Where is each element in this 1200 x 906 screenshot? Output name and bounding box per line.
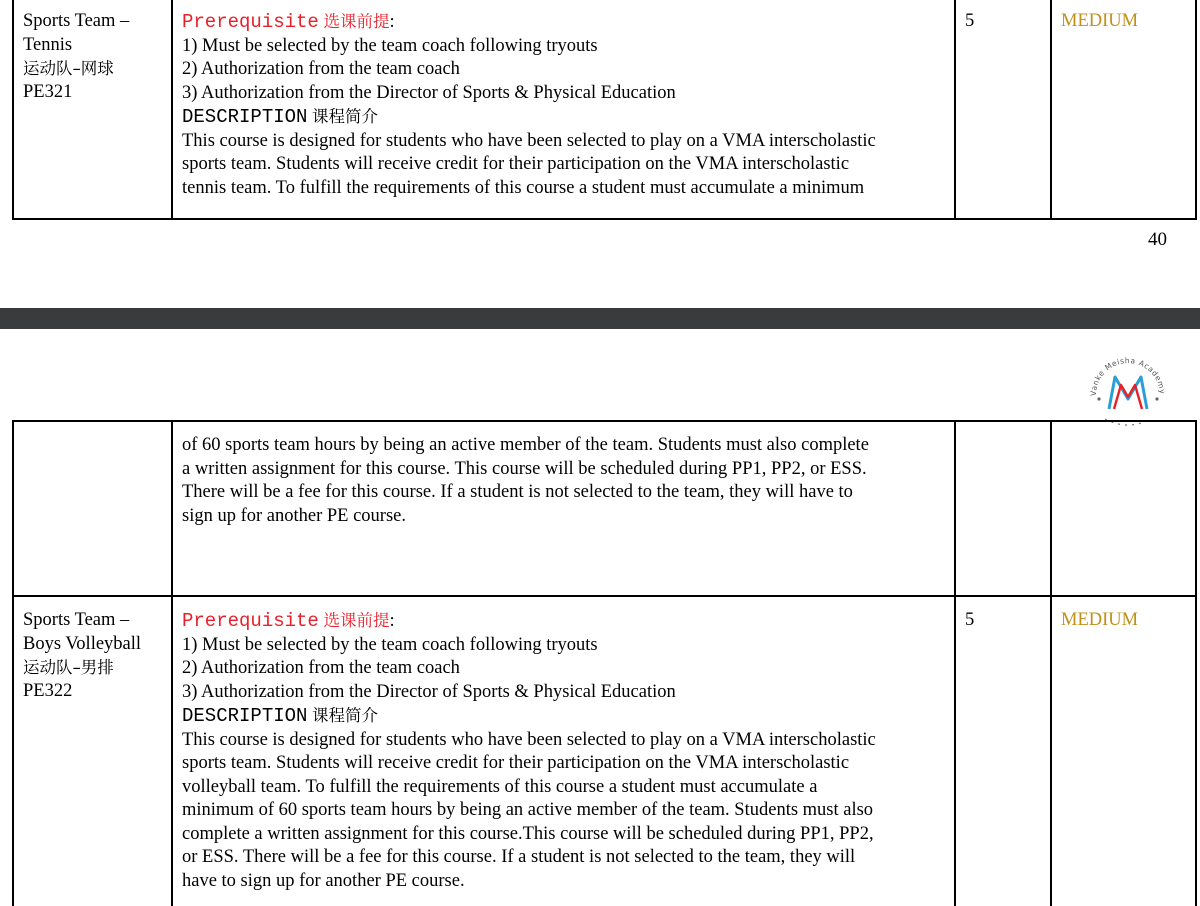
logo-ring-text: Vanke Meisha Academy	[1088, 356, 1168, 397]
description-line-1: This course is designed for students who have been selected to play on a VMA interscholastic	[182, 729, 876, 750]
credits-cell	[955, 596, 1051, 906]
description-label: DESCRIPTION	[182, 705, 308, 727]
course-title-line-2: Tennis	[23, 34, 73, 55]
table-row	[13, 0, 1196, 219]
prerequisite-item-3: 3) Authorization from the Director of Sports & Physical Education	[182, 681, 676, 702]
prerequisite-colon: :	[389, 12, 395, 32]
prerequisite-heading	[182, 609, 945, 634]
continuation-line-2: a written assignment for this course. This course will be scheduled during PP1, PP2, or ESS.	[182, 458, 867, 479]
document-page-bottom	[0, 329, 1200, 906]
table-row	[13, 596, 1196, 906]
course-description-cell	[172, 421, 955, 596]
table-row	[13, 421, 1196, 596]
course-description-cell	[172, 0, 955, 219]
prerequisite-item-1: 1) Must be selected by the team coach following tryouts	[182, 634, 598, 655]
description-heading	[182, 105, 945, 130]
course-name-cell	[13, 0, 172, 219]
level-value: MEDIUM	[1061, 11, 1139, 31]
course-table-top	[12, 0, 1197, 220]
course-title-cjk: 运动队–男排	[23, 658, 114, 677]
course-table-bottom	[12, 420, 1197, 906]
prerequisite-colon: :	[389, 611, 395, 631]
continuation-line-1: of 60 sports team hours by being an active member of the team. Students must also complete	[182, 435, 869, 455]
level-cell	[1051, 596, 1196, 906]
prerequisite-label: Prerequisite	[182, 610, 319, 632]
description-heading	[182, 704, 945, 729]
prerequisite-item-2: 2) Authorization from the team coach	[182, 658, 460, 678]
description-line-3: tennis team. To fulfill the requirements of this course a student must accumulate a minimum	[182, 177, 865, 198]
course-title-cjk: 运动队–网球	[23, 59, 114, 78]
prerequisite-label-cjk: 选课前提	[323, 12, 390, 31]
continuation-line-3: There will be a fee for this course. If a student is not selected to the team, they will have to	[182, 482, 853, 502]
description-line-2: sports team. Students will receive credit for their participation on the VMA interscholastic	[182, 154, 850, 174]
course-title-line-1: Sports Team –	[23, 11, 130, 31]
page-separator	[0, 308, 1200, 329]
description-line-3: volleyball team. To fulfill the requirements of this course a student must accumulate a	[182, 776, 818, 797]
credits-cell	[955, 421, 1051, 596]
description-line-7: have to sign up for another PE course.	[182, 870, 465, 891]
credits-value: 5	[965, 610, 975, 630]
credits-value: 5	[965, 11, 975, 31]
description-line-2: sports team. Students will receive credit for their participation on the VMA interscholastic	[182, 753, 850, 773]
course-title-line-1: Sports Team –	[23, 610, 130, 630]
continuation-line-4: sign up for another PE course.	[182, 505, 407, 526]
prerequisite-item-2: 2) Authorization from the team coach	[182, 59, 460, 79]
description-label-cjk: 课程简介	[312, 107, 379, 126]
prerequisite-label: Prerequisite	[182, 11, 319, 33]
document-page-top	[0, 0, 1200, 308]
course-code: PE322	[23, 680, 73, 701]
course-title-line-2: Boys Volleyball	[23, 633, 142, 654]
description-line-1: This course is designed for students who have been selected to play on a VMA interscholastic	[182, 130, 876, 151]
description-label-cjk: 课程简介	[312, 706, 379, 725]
course-description-cell	[172, 596, 955, 906]
description-line-4: minimum of 60 sports team hours by being an active member of the team. Students must also	[182, 800, 874, 820]
course-code: PE321	[23, 81, 73, 102]
credits-cell	[955, 0, 1051, 219]
level-cell	[1051, 0, 1196, 219]
level-value: MEDIUM	[1061, 610, 1139, 630]
course-name-cell	[13, 421, 172, 596]
svg-text:Vanke Meisha Academy	[1089, 356, 1167, 396]
course-name-cell	[13, 596, 172, 906]
prerequisite-item-1: 1) Must be selected by the team coach following tryouts	[182, 35, 598, 56]
description-line-5: complete a written assignment for this course.This course will be scheduled during PP1, PP2,	[182, 823, 874, 844]
prerequisite-label-cjk: 选课前提	[323, 611, 390, 630]
description-label: DESCRIPTION	[182, 106, 308, 128]
description-line-6: or ESS. There will be a fee for this course. If a student is not selected to the team, they will	[182, 847, 856, 867]
page-number: 40	[1148, 229, 1167, 250]
prerequisite-heading	[182, 10, 945, 35]
prerequisite-item-3: 3) Authorization from the Director of Sports & Physical Education	[182, 82, 676, 103]
level-cell	[1051, 421, 1196, 596]
